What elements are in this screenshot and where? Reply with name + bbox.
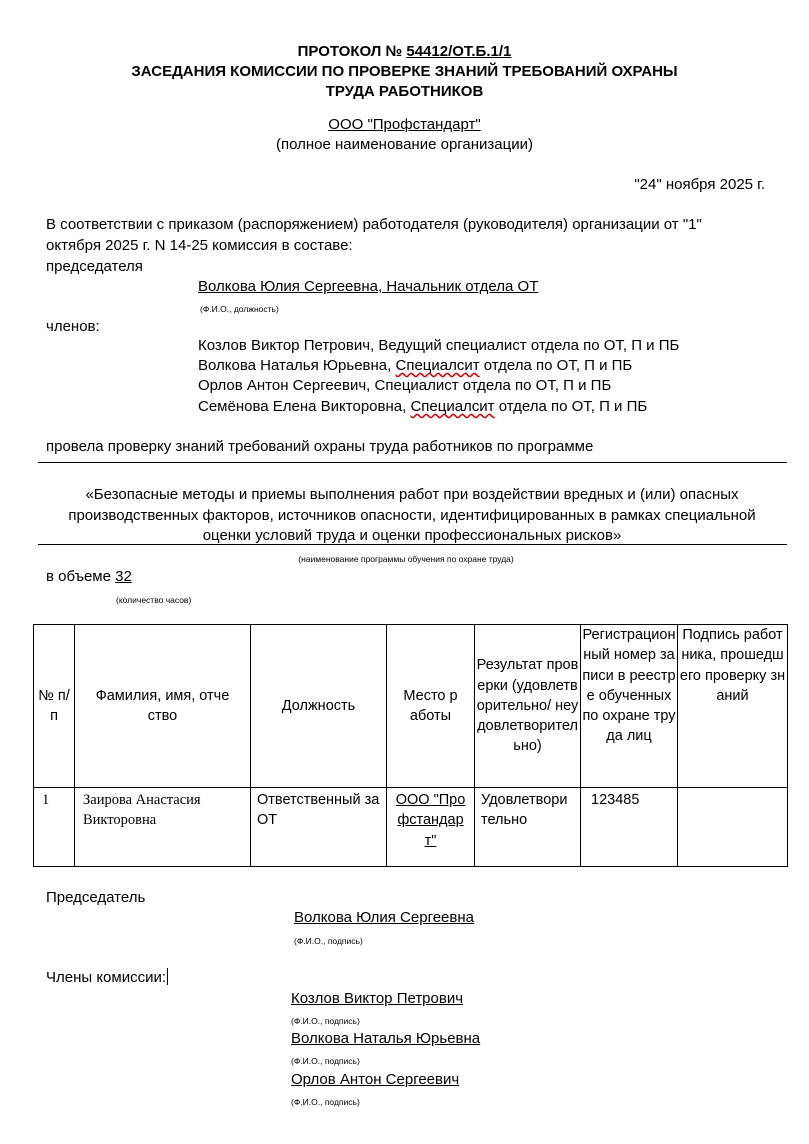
cell-reg-number: 123485 xyxy=(581,788,678,867)
intro-line1: В соответствии с приказом (распоряжением) работодателя (руководителя) организации от "1" xyxy=(46,216,702,233)
protocol-title-line1: ПРОТОКОЛ № 54412/ОТ.Б.1/1 xyxy=(297,43,512,60)
members-signature-label: Члены комиссии: xyxy=(46,969,167,986)
member-line: Козлов Виктор Петрович, Ведущий специалист отдела по ОТ, П и ПБ xyxy=(198,337,680,354)
cell-result: Удовлетворительно xyxy=(475,788,581,867)
member-signature-name: Орлов Антон Сергеевич xyxy=(291,1071,460,1088)
header-cell-workplace: Место работы xyxy=(387,625,475,788)
member-signature-name: Козлов Виктор Петрович xyxy=(291,990,464,1007)
divider-line xyxy=(38,462,787,463)
member-line: Орлов Антон Сергеевич, Специалист отдела по ОТ, П и ПБ xyxy=(198,377,612,394)
header-cell-position: Должность xyxy=(251,625,387,788)
cell-position: Ответственный за ОТ xyxy=(251,788,387,867)
signature-caption: (Ф.И.О., подпись) xyxy=(291,1056,360,1066)
volume-caption: (количество часов) xyxy=(116,595,192,605)
cell-signature xyxy=(678,788,788,867)
chairman-signature-label: Председатель xyxy=(46,889,146,906)
header-cell-result: Результат проверки (удовлетворительно/ неудовлетворительно) xyxy=(475,625,581,788)
members-label: членов: xyxy=(46,318,100,335)
volume-hours: 32 xyxy=(115,568,132,585)
chairman-value: Волкова Юлия Сергеевна, Начальник отдела ОТ xyxy=(198,278,539,295)
cell-workplace: ООО "Профстандарт" xyxy=(387,788,475,867)
organization-caption: (полное наименование организации) xyxy=(275,136,533,153)
organization-name: ООО "Профстандарт" xyxy=(328,116,481,133)
signature-caption: (Ф.И.О., подпись) xyxy=(294,936,363,946)
header-cell-name: Фамилия, имя, отчество xyxy=(75,625,251,788)
member-line: Волкова Наталья Юрьевна, Специалсит отдела по ОТ, П и ПБ xyxy=(198,357,633,374)
header-cell-num: № п/п xyxy=(34,625,75,788)
chairman-caption: (Ф.И.О., должность) xyxy=(200,304,279,314)
intro-line2: октября 2025 г. N 14-25 комиссия в составе: xyxy=(46,237,353,254)
program-intro: провела проверку знаний требований охраны труда работников по программе xyxy=(46,438,594,455)
chairman-label: председателя xyxy=(46,258,143,275)
member-line: Семёнова Елена Викторовна, Специалсит отдела по ОТ, П и ПБ xyxy=(198,398,648,415)
program-line1: «Безопасные методы и приемы выполнения работ при воздействии вредных и (или) опасных xyxy=(85,486,739,503)
cell-name: Заирова Анастасия Викторовна xyxy=(75,788,251,867)
protocol-title-line2: ЗАСЕДАНИЯ КОМИССИИ ПО ПРОВЕРКЕ ЗНАНИЙ ТРЕБОВАНИЙ ОХРАНЫ xyxy=(131,63,678,80)
program-line2: производственных факторов, источников опасности, идентифицированных в рамках специальной xyxy=(68,507,756,524)
protocol-number: 54412/ОТ.Б.1/1 xyxy=(406,43,512,60)
signature-caption: (Ф.И.О., подпись) xyxy=(291,1016,360,1026)
volume-line: в объеме 32 xyxy=(46,568,132,585)
protocol-title-line3: ТРУДА РАБОТНИКОВ xyxy=(325,83,484,100)
protocol-date: "24" ноября 2025 г. xyxy=(634,176,765,193)
table-row xyxy=(34,788,788,867)
program-line3: оценки условий труда и оценки профессиональных рисков» xyxy=(202,527,622,544)
divider-line xyxy=(38,544,787,545)
cell-num: 1 xyxy=(34,788,75,867)
results-table xyxy=(33,624,788,867)
header-cell-signature: Подпись работника, прошедшего проверку знаний xyxy=(678,625,788,788)
text-cursor xyxy=(167,968,168,985)
program-caption: (наименование программы обучения по охране труда) xyxy=(298,554,514,564)
table-header-row xyxy=(34,625,788,788)
header-cell-reg-number: Регистрационный номер записи в реестре обученных по охране труда лиц xyxy=(581,625,678,788)
signature-caption: (Ф.И.О., подпись) xyxy=(291,1097,360,1107)
chairman-signature-name: Волкова Юлия Сергеевна xyxy=(294,909,474,926)
member-signature-name: Волкова Наталья Юрьевна xyxy=(291,1030,481,1047)
